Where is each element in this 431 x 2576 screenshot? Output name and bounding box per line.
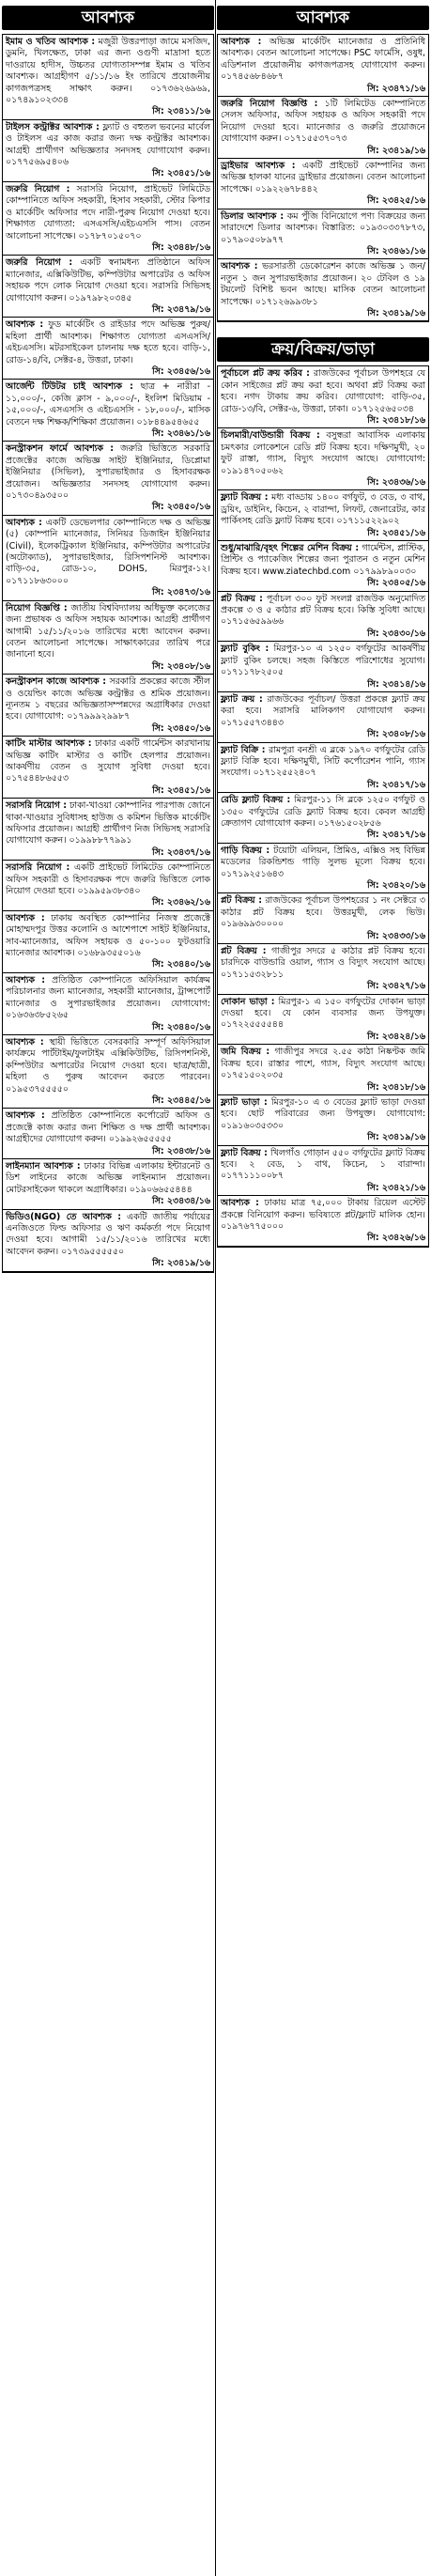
ad-body: ঢাকা-খাওয়া কোম্পানির পারপাজ জোনে থাকা-খাওয়ার সুবিধাসহ হাউজ ও কমিশন ভিত্তিক মার্কেটিং অফিসার প্রয়োজন। আগ্রহী প্রার্থীগণ নিজ সিভিসহ সরাসরি যোগাযোগ করুন। ০১৯৯৮৮৭৭৯৯১ — [6, 800, 211, 846]
ad-heading: ফ্ল্যাট বুকিং : — [221, 644, 269, 655]
ad-reference: সি: ২৩৪৩৩/১৬ — [367, 930, 425, 941]
classified-ad — [3, 1109, 213, 1159]
ad-reference: সি: ২৩৪৫১/১৬ — [152, 784, 210, 796]
classified-ad — [3, 911, 213, 973]
ad-body: ভরসারতী ডেকোরেশন কাজে অভিজ্ঞ ১ জন/ নতুন ১ জন সুপারভাইজার প্রয়োজন। ২০ টেবিল ও ১৯ টয়লেট বিশিষ্ট ভবন আছে। মাসিক বেতন আলোচনা সাপেক্ষে। ০১৭১২৬৯৯৩৮১ — [221, 261, 425, 307]
ad-body: ১টি লিমিটেড কোম্পানিতে সেলস অফিসার, অফিস সহায়ক ও অফিস সহকারী পদে নিয়োগ দেওয়া হবে। ম্যানেজার ও জরুরি প্রয়োজনে যোগাযোগ করুন। ০১৭১৫৫৩৭০৭৩ — [221, 99, 426, 145]
ad-reference: সি: ২৩৪১৪/১৬ — [367, 678, 425, 690]
classified-ad — [218, 1196, 428, 1247]
ad-heading: সরাসরি নিয়োগ : — [6, 862, 70, 874]
ad-body: রামপুরা বনশ্রী এ ব্লকে ১৯৭০ বর্গফুটের রেডি ফ্ল্যাট বিক্রি হবে। দক্ষিণমুখী, সিটি কর্পোরেশন পানি, গ্যাস সংযোগ। ০১৭১২৫৫২৪০৭ — [221, 744, 425, 779]
classified-ad — [3, 1210, 213, 1272]
ad-body: একটি প্রাইভেট কোম্পানির জন্য অভিজ্ঞ হালকা যানের ড্রাইভার প্রয়োজন। বেতন আলোচনা সাপেক্ষে। ০১৯২২৬৭৮৪৪২ — [221, 161, 425, 194]
ad-heading: আবশ্যক : — [6, 974, 46, 985]
ad-body: মিরপুর-১০ এ ৩ বেডের ফ্ল্যাট ভাড়া দেওয়া হবে। ছোট পরিবারের জন্য উপযুক্ত। যোগাযোগ: ০১৯১৬০৩৫৩৩০ — [221, 1096, 425, 1131]
ad-heading: আবশ্যক : — [221, 261, 258, 272]
ad-body: একটি ডেভেলপার কোম্পানিতে দক্ষ ও অভিজ্ঞ (৫) কোম্পানি ম্যানেজার, সিনিয়র ডিজাইন ইঞ্জিনিয়ার (Civil), ইলেকট্রিক্যাল ইঞ্জিনিয়ার, কম্পিউটার অপারেটর (অটোক্যাড), সুপারভাইজার, রিসিপশনিস্ট আবশ্যক। বাড়ি-৩৫, রোড-১০, DOHS, মিরপুর-১২। ০১৭১১৮৬৩০০০ — [6, 517, 210, 586]
classified-ad — [218, 159, 428, 209]
ad-reference: সি: ২৩৪২৭/১৬ — [367, 981, 425, 992]
ad-reference: সি: ২৩৪৫৬/১৬ — [152, 365, 210, 377]
ad-reference: সি: ২৩৪৪০/১৬ — [152, 1021, 210, 1032]
ad-body: ঢাকায় অবস্থিত কোম্পানির নিজস্ব প্রজেক্টে মোহাম্মদপুর উত্তর কলোনি ও আশেপাশে সাইট ইঞ্জিনিয়ার, সাব-ম্যানেজার, অফিস সহায়ক ও ৫০-১০০ ফুটওয়ারি ম্যানেজার আবশ্যক। ০১৬৮৯৩৫৫০১৬ — [6, 912, 211, 959]
ad-body: ফুড মার্কেটিং ও রাইডার পদে অভিজ্ঞ পুরুষ/মহিলা প্রার্থী আবশ্যক। শিক্ষাগত যোগ্যতা এসএসসি/এইচএসসি। মটরসাইকেল চালনায় দক্ষ হতে হবে। বাড়ি-১, রোড-১৪/বি, সেক্টর-৪, উত্তরা, ঢাকা। — [6, 319, 210, 365]
section-header-wanted-right: আবশ্যক — [217, 6, 429, 30]
ad-heading: আবশ্যক : — [6, 319, 44, 331]
ad-heading: প্লট বিক্রয় : — [221, 593, 263, 604]
ad-reference: সি: ২৩৪১৯/১৬ — [367, 307, 425, 318]
ad-reference: সি: ২৩৪২৪/১৬ — [367, 1031, 425, 1042]
ad-heading: রেডি ফ্ল্যাট বিক্রয় : — [221, 795, 291, 806]
classified-ad — [218, 642, 428, 692]
section-header-buy-sell-rent: ক্রয়/বিক্রয়/ভাড়া — [217, 337, 429, 362]
classified-ad — [218, 743, 428, 794]
ad-body: পূর্বাচল ৩০০ ফুট সংলগ্ন রাজউক অনুমোদিত প্রকল্পে ৩ ও ৫ কাঠার প্লট বিক্রয় হবে। কিস্তি সুবিধা আছে। ০১৭১৫৬৫৯৯৬৬ — [221, 593, 426, 628]
ad-reference: সি: ২৩৪৫০/১৬ — [152, 502, 210, 513]
ad-body: রাজউকের পূর্বাচল/ উত্তরা প্রকল্পে ফ্ল্যাট ক্রয় করা হবে। সরাসরি মালিকগণ যোগাযোগ করুন। ০১৭১৫৫৭৩৪৪৩ — [221, 693, 426, 728]
classified-ad — [3, 380, 213, 442]
ad-heading: ফ্ল্যাট বিক্রয় : — [221, 1147, 268, 1158]
classified-ad — [218, 592, 428, 643]
ad-reference: সি: ২৩৪২৫/১৬ — [367, 195, 425, 207]
ad-body: ছাত্র + নারীরা - ১১,০০০/-, কেজি ক্লাস - ৯,০০০/-, ইংলিশ মিডিয়াম - ১৫,০০০/-, এসএসসি ও এইচএসসি - ১৮,০০০/-, মাসিক বেতনে দক্ষ শিক্ষক/শিক্ষিকা প্রয়োজন। ০১৮৪৪৯৫৪৬৫৫ — [6, 381, 210, 427]
classified-ad — [218, 893, 428, 944]
classified-ad — [3, 35, 213, 120]
ad-heading: কনস্ট্রাকশন কাজে আবশ্যক : — [6, 676, 106, 688]
ad-heading: ডিলার আবশ্যক : — [221, 210, 285, 222]
left-column — [2, 0, 214, 2576]
ad-body: জরুরি ভিত্তিতে সরকারি প্রজেক্টের কাজে অভিজ্ঞ সাইট ইঞ্জিনিয়ার, ডিপ্লোমা ইঞ্জিনিয়ার (সিভিল), সুপারভাইজার ও হিসাবরক্ষক প্রয়োজন। অভিজ্ঞতার সনদসহ যোগাযোগ করুন। ০১৭৩০৪৯৩৫০০ — [6, 443, 210, 502]
classified-ad — [3, 182, 213, 256]
ad-body: অভিজ্ঞ মার্কেটিং ম্যানেজার ও প্রতিনিধি আবশ্যক। বেতন আলোচনা সাপেক্ষে। PSC ফার্মেসি, ওষুধ, এডিশনাল প্রয়োজনীয় কাগজপত্রসহ যোগাযোগ করুন। ০১৭৪৫৬৮৪৬৮৭ — [221, 37, 425, 83]
ad-heading: জমি বিক্রয় : — [221, 1047, 270, 1058]
ad-body: মিরপুর-১০ এ ১২৫০ বর্গফুটের আকর্ষণীয় ফ্ল্যাট বুকিং চলছে। সহজ কিস্তিতে পরিশোধের সুযোগ। ০১৭১১৭৮২৫০৫ — [221, 644, 425, 678]
ad-heading: ফ্ল্যাট বিক্রয় : — [221, 492, 269, 504]
ad-reference: সি: ২৩৪১৯/১৬ — [367, 145, 425, 156]
ad-reference: সি: ২৩৪৩৮/১৬ — [152, 1145, 210, 1156]
ad-body: গার্মেন্টস, প্লাস্টিক, প্রিন্টিং ও প্যাকেজিং শিল্পের জন্য পুরাতন ও নতুন মেশিন বিক্রয় হবে। www.ziatechbd.com ০১৭৯৯৮৯০০৩০ — [221, 543, 425, 577]
classified-ad — [218, 844, 428, 894]
classified-ad — [3, 601, 213, 675]
ad-body: ঢাকায় মাত্র ৭৫,০০০ টাকায় রিয়েল এস্টেট প্রকল্পে বিনিয়োগ করুন। ভবিষ্যতে প্লট/ফ্ল্যাট মালিক হোন। ০১৯৭৬৭৭৫০০০ — [221, 1198, 425, 1232]
ad-reference: সি: ২৩৪২৬/১৬ — [367, 1233, 425, 1244]
ad-reference: সি: ২৩৪৬২/১৬ — [152, 897, 210, 908]
ad-heading: চিলমারী/বাউন্ডারী বিক্রয় : — [221, 430, 320, 442]
column-divider — [215, 0, 216, 2576]
ad-reference: সি: ২৩৪৫১/১৬ — [367, 527, 425, 538]
ad-reference: সি: ২৩৪১১/১৬ — [152, 106, 210, 117]
ad-heading: লাইনম্যান আবশ্যক : — [6, 1160, 81, 1172]
ad-heading: আবশ্যক : — [221, 37, 262, 47]
ad-reference: সি: ২৩৪১৯/১৬ — [367, 1132, 425, 1143]
ad-reference: সি: ২৩৪০৮/১৬ — [152, 660, 210, 672]
ad-heading: গাড়ি বিক্রয় : — [221, 845, 270, 856]
ad-reference: সি: ২৩৪৩০/১৬ — [367, 628, 425, 639]
ad-body: টয়োটা এলিয়ন, প্রিমিও, এক্সিও সহ বিভিন্ন মডেলের রিকন্ডিশন্ড গাড়ি সুলভ মূল্যে বিক্রয় হবে। ০১৭১৯২৫১৬৪৩ — [221, 845, 426, 879]
ad-heading: সরাসরি নিয়োগ : — [6, 800, 67, 812]
classified-ad — [218, 366, 428, 428]
ad-body: গাজীপুর সদরে ২.৫৫ কাঠা নিষ্কণ্টক জমি বিক্রয় হবে। রাস্তার পাশে, গ্যাস, বিদ্যুৎ সংযোগ আছে। ০১৭৫১৫০২০৩৫ — [221, 1047, 425, 1081]
classified-ad — [3, 442, 213, 515]
ad-reference: সি: ২৩৪৬১/১৬ — [367, 245, 425, 256]
ad-reference: সি: ২৩৪০৫/১৬ — [367, 578, 425, 589]
ad-heading: জরুরি নিয়োগ : — [6, 183, 70, 194]
ad-reference: সি: ২৩৪২১/১৬ — [367, 1182, 425, 1193]
ad-body: বসুন্ধরা আবাসিক এলাকায় চমৎকার লোকেশনে রেডি প্লট বিক্রয় হবে। দক্ষিণমুখী, ২০ ফুট রাস্তা, গ্যাস, বিদ্যুৎ সংযোগ আছে। যোগাযোগ: ০১৯১৪৭০৫০৬২ — [221, 430, 425, 476]
classified-ad — [218, 692, 428, 743]
classified-ad — [218, 428, 428, 490]
classified-ad — [218, 995, 428, 1046]
ad-reference: সি: ২৩৪৩৭/১৬ — [152, 846, 210, 858]
classified-ad — [218, 944, 428, 995]
right-column — [217, 0, 429, 2576]
ad-heading: টাইলস কন্ট্রাক্টর আবশ্যক : — [6, 121, 100, 132]
classified-ad — [218, 490, 428, 541]
classified-ad — [3, 1159, 213, 1210]
ad-body: একটি প্রাইভেট লিমিটেড কোম্পানিতে অফিস সহকারী ও হিসাবরক্ষক পদে জরুরি ভিত্তিতে লোক নিয়োগ দেওয়া হবে। ০১৯৯৫৯৩৮৩৪০ — [6, 862, 211, 897]
ad-heading: নিয়োগ বিজ্ঞপ্তি : — [6, 602, 68, 613]
ad-heading: আবশ্যক : — [6, 1110, 45, 1122]
ad-reference: সি: ২৩৪১৭/১৬ — [367, 830, 425, 841]
ad-reference: সি: ২৩৪৩৪/১৬ — [152, 1196, 210, 1207]
ad-body: প্রতিষ্ঠিত কোম্পানিতে কর্পোরেট অফিস ও প্রজেক্টে কাজ করার জন্য শিক্ষিত ও দক্ষ প্রার্থী আবশ্যক। আগ্রহীদের যোগাযোগ করুন। ০১৯৯২৬৫৫৫৫৫ — [6, 1110, 210, 1145]
ad-body: ফ্ল্যাট ও বহুতল ভবনের মার্বেল ও টাইলস এর কাজ করার জন্য দক্ষ কন্ট্রাক্টর আবশ্যক। আগ্রহী প্রার্থীগণ অভিজ্ঞতার সনদসহ যোগাযোগ করুন। ০১৭৭৫৬৯৫৪০৬ — [6, 121, 210, 168]
ad-reference: সি: ২৩৪৩৬/১৬ — [367, 477, 425, 488]
ad-heading: প্লট বিক্রয় : — [221, 946, 267, 957]
classified-ad — [3, 120, 213, 182]
ad-reference: সি: ২৩৪৫০/১৬ — [152, 722, 210, 734]
ad-body: সরকারি প্রকল্পের কাজে স্টীল ও ওয়েল্ডিং কাজে অভিজ্ঞ কন্ট্রাক্টর ও শ্রমিক প্রয়োজন। ন্যূনতম ১ বছরের অভিজ্ঞতাসম্পন্নদের অগ্রাধিকার দেওয়া হবে। যোগাযোগ: ০১৭৯৯৯২৯৯৮৭ — [6, 676, 210, 722]
ad-body: রাজউকের পূর্বাচল উপশহরে যে কোন সাইজের প্লট ক্রয় করা হবে। অথবা প্লট বিক্রয় করা হবে। নগদ টাকায় ক্রয় করিব। যোগাযোগ: বাড়ি-৩৫, রোড-১৩/বি, সেক্টর-৬, উত্তরা, ঢাকা। ০১৭১২৫৬৫০৩৪ — [221, 368, 425, 414]
ad-body: মিরপুর-১১ সি ব্লকে ১২৫০ বর্গফুট ও ১৩৫০ বর্গফুটের রেডি ফ্ল্যাট বিক্রয় হবে। কেবল আগ্রহী ক্রেতাগণ যোগাযোগ করুন। ০১৭৬১৫০২৮৫৬ — [221, 795, 425, 829]
classified-ad — [218, 793, 428, 844]
classified-ad — [218, 541, 428, 592]
ad-body: ঢাকার একটি গার্মেন্টস কারখানায় অভিজ্ঞ কাটিং মাস্টার ও কাটিং হেলপার প্রয়োজন। আকর্ষণীয় বেতন ও সুযোগ সুবিধা দেওয়া হবে। ০১৭৫৪৪৮৬৫৫৩ — [6, 738, 211, 784]
classified-ad — [218, 259, 428, 321]
ad-reference: সি: ২৩৪১৮/১৬ — [367, 414, 425, 426]
ad-reference: সি: ২৩৪৭১/১৬ — [367, 83, 425, 94]
ad-reference: সি: ২৩৪৬১/১৬ — [152, 428, 210, 439]
ad-heading: আর্জেন্ট টিউটর চাই আবশ্যক : — [6, 381, 133, 393]
ad-reference: সি: ২৩৪৫১/১৬ — [152, 168, 210, 179]
ad-reference: সি: ২৩৪৪০/১৬ — [152, 959, 210, 970]
ads-list-buy-sell — [217, 365, 429, 1247]
ad-heading: আবশ্যক : — [221, 1198, 259, 1209]
classified-ad — [3, 318, 213, 380]
ad-body: রাজউকের পূর্বাচল উপশহরের ১ নং সেক্টরে ৩ কাঠার প্লট বিক্রয় হবে। উত্তরমুখী, লেক ভিউ। ০১৯৬৯৯৩০০০০ — [221, 895, 425, 930]
ad-heading: শুধু/মাঝারি/বৃহৎ শিল্পের মেশিন বিক্রয় : — [221, 543, 360, 554]
ad-body: খিলগাঁও গোড়ান ৫৫০ বর্গফুটের ফ্ল্যাট বিক্রয় হবে। ২ বেড, ১ বাথ, কিচেন, ১ বারান্দা। ০১৭৭১১১০০৮৭ — [221, 1147, 425, 1182]
ad-body: মধ্য বাড্ডায় ১৪০০ বর্গফুট, ৩ বেড, ৩ বাথ, ড্রয়িং, ডাইনিং, কিচেন, ২ বারান্দা, লিফট, জেনারেটর, কার পার্কিংসহ রেডি ফ্ল্যাট বিক্রয় হবে। ০১৭১১৫২২৯০২ — [221, 492, 425, 527]
ad-heading: পূর্বাচলে প্লট ক্রয় করিব : — [221, 368, 310, 380]
ad-reference: সি: ২৩৪৭৩/১৬ — [152, 587, 210, 598]
ad-heading: আবশ্যক : — [6, 912, 45, 923]
ad-body: সরাসরি নিয়োগ, প্রাইভেট লিমিটেড কোম্পানিতে অফিস সহকারী, হিসাব সহকারী, স্টোর কিপার ও মার্কেটিং অফিসার পদে নারী-পুরুষ নিয়োগ দেওয়া হবে। শিক্ষাগত যোগ্যতা: এসএসসি/এইচএসসি পাস। বেতন আলোচনা সাপেক্ষে। ০১৭৮৭০১৫০৭০ — [6, 183, 210, 241]
ad-heading: ভিডিও(NGO) তে আবশ্যক : — [6, 1211, 121, 1222]
ad-reference: সি: ২৩৪২০/১৬ — [367, 880, 425, 891]
classified-ad — [3, 675, 213, 737]
ad-heading: ইমাম ও খতিব আবশ্যক : — [6, 37, 96, 47]
ad-heading: ফ্ল্যাট ক্রয় : — [221, 693, 263, 705]
ad-body: মিরপুর-১ এ ১৫০ বর্গফুটের দোকান ভাড়া দেওয়া হবে। যে কোন ব্যবসার জন্য উপযুক্ত। ০১৭২২৫৫৫৫৪৪ — [221, 996, 425, 1031]
ad-heading: জরুরি নিয়োগ : — [6, 257, 73, 269]
classified-ad — [218, 1146, 428, 1197]
ad-heading: আবশ্যক : — [6, 1036, 44, 1047]
classified-ad — [218, 1095, 428, 1146]
ad-body: জাতীয় বিশ্ববিদ্যালয় অধিভুক্ত কলেজের জন্য প্রভাষক ও অফিস সহায়ক আবশ্যক। আগ্রহী প্রার্থীগণ আগামী ১৫/১১/২০১৬ তারিখের মধ্যে আবেদন করুন। বেতন আলোচনা সাপেক্ষে। সাক্ষাৎকারের তারিখ পরে জানানো হবে। — [6, 602, 210, 660]
ad-reference: সি: ২৩৪৭৯/১৬ — [152, 303, 210, 315]
classified-ad — [3, 799, 213, 861]
classified-ad — [3, 1035, 213, 1109]
ad-reference: সি: ২৩৪৪৫/১৬ — [152, 1094, 210, 1106]
ad-heading: ফ্ল্যাট বিক্রি : — [221, 744, 266, 755]
classified-ad — [3, 516, 213, 601]
ad-reference: সি: ২৩৪১৮/১৬ — [367, 1081, 425, 1093]
classified-ad — [3, 737, 213, 799]
ad-reference: সি: ২৩৪০৮/১৬ — [367, 729, 425, 740]
classified-ad — [3, 256, 213, 318]
classified-ad — [3, 861, 213, 911]
ad-body: স্থায়ী ভিত্তিতে বেসরকারি সম্পূর্ণ অফিসিয়াল কার্যক্রমে পার্টটাইম/ফুলটাইম এক্সিকিউটিভ, রিসিপশনিস্ট, কম্পিউটার অপারেটর নিয়োগ দেওয়া হবে। ছাত্র/ছাত্রী, মহিলা ও পুরুষ আবেদন করতে পারবেন। ০১৯৫৩৭৫৫৫৫০ — [6, 1036, 210, 1094]
classified-ad — [218, 209, 428, 260]
classified-ad — [218, 97, 428, 159]
ad-heading: ফ্ল্যাট ভাড়া : — [221, 1096, 268, 1108]
classified-ad — [218, 35, 428, 97]
ad-body: প্রতিষ্ঠিত কোম্পানিতে অফিসিয়াল কার্যক্রম পরিচালনার জন্য ম্যানেজার, সহকারী ম্যানেজার, ট্রান্সপোর্ট ম্যানেজার ও সুপারভাইজার প্রয়োজন। যোগাযোগ: ০১৬৩৬৩৮৫২৬৫ — [6, 974, 210, 1021]
ad-heading: জরুরি নিয়োগ বিজ্ঞপ্তি : — [221, 99, 318, 110]
ad-reference: সি: ২৩৪১৭/১৬ — [367, 779, 425, 790]
ad-heading: ড্রাইভার আবশ্যক : — [221, 161, 296, 172]
ad-reference: সি: ২৩৪৪৮/১৬ — [152, 241, 210, 253]
ad-body: মজুরী উত্তরপাড়া জামে মসজিদ, ডুমনি, খিলক্ষেত, ঢাকা এর জন্য ওগুণী মাদ্রাসা হতে দাওরায়ে হাদীস, উচ্চতর যোগ্যতাসম্পন্ন ইমাম ও খতিব আবশ্যক। আগ্রহীগণ ৫/১১/১৬ ইং তারিখে প্রয়োজনীয় কাগজপত্রসহ সাক্ষাৎ করুন। ০১৭৩৬২৬৯৬৯, ০১৭৪৯১০২৩৩৪ — [6, 37, 210, 106]
ads-list-right — [217, 34, 429, 322]
ad-heading: আবশ্যক : — [6, 517, 42, 528]
ad-body: কম পুঁজি বিনিয়োগে পণ্য বিক্রয়ের জন্য সারাদেশে ডিলার আবশ্যক। বিস্তারিত: ০১৯৩০৩৩৭৮৭৩, ০১৭৯০৫০৮৯৭৭ — [221, 210, 426, 245]
ad-body: গাজীপুর সদরে ৫ কাঠার প্লট বিক্রয় হবে। চারদিকে বাউন্ডারি ওয়াল, গ্যাস ও বিদ্যুৎ সংযোগ আছে। ০১৭১১৫৩২৮১১ — [221, 946, 426, 980]
ads-list-left — [2, 34, 214, 1273]
ad-heading: প্লট বিক্রয় : — [221, 895, 262, 907]
section-gap — [217, 322, 429, 332]
ad-body: ঢাকার বিভিন্ন এলাকায় ইন্টারনেট ও ডিশ লাইনের কাজে অভিজ্ঞ লাইনম্যান প্রয়োজন। মোটরসাইকেল থাকলে অগ্রাধিকার। ০১৯০৬৬৫৫৪৪৪ — [6, 1160, 211, 1195]
ad-heading: কনস্ট্রাকশন ফার্মে আবশ্যক : — [6, 443, 115, 455]
ad-heading: দোকান ভাড়া : — [221, 996, 275, 1007]
classified-ad — [218, 1045, 428, 1095]
ad-body: একটি জাতীয় পর্যায়ের এনজিওতে ফিল্ড অফিসার ও ঋণ কর্মকর্তা পদে নিয়োগ দেওয়া হবে। আগামী ১৫/১১/২০১৬ তারিখের মধ্যে আবেদন করুন। ০১৭৩৯৫৫৫৫৫০ — [6, 1211, 210, 1257]
ad-body: একটি স্বনামধন্য প্রতিষ্ঠানে অফিস ম্যানেজার, এক্সিকিউটিভ, কম্পিউটার অপারেটর ও অফিস সহায়ক পদে লোক নিয়োগ দেওয়া হবে। সরাসরি সিভিসহ যোগাযোগ করুন। ০১৯৭৯৮২০৩৪৫ — [6, 257, 210, 303]
section-header-wanted: আবশ্যক — [2, 6, 214, 30]
classified-ad — [3, 973, 213, 1035]
ad-heading: কাটিং মাস্টার আবশ্যক : — [6, 738, 92, 750]
ad-reference: সি: ২৩৪১৯/১৬ — [152, 1258, 210, 1269]
